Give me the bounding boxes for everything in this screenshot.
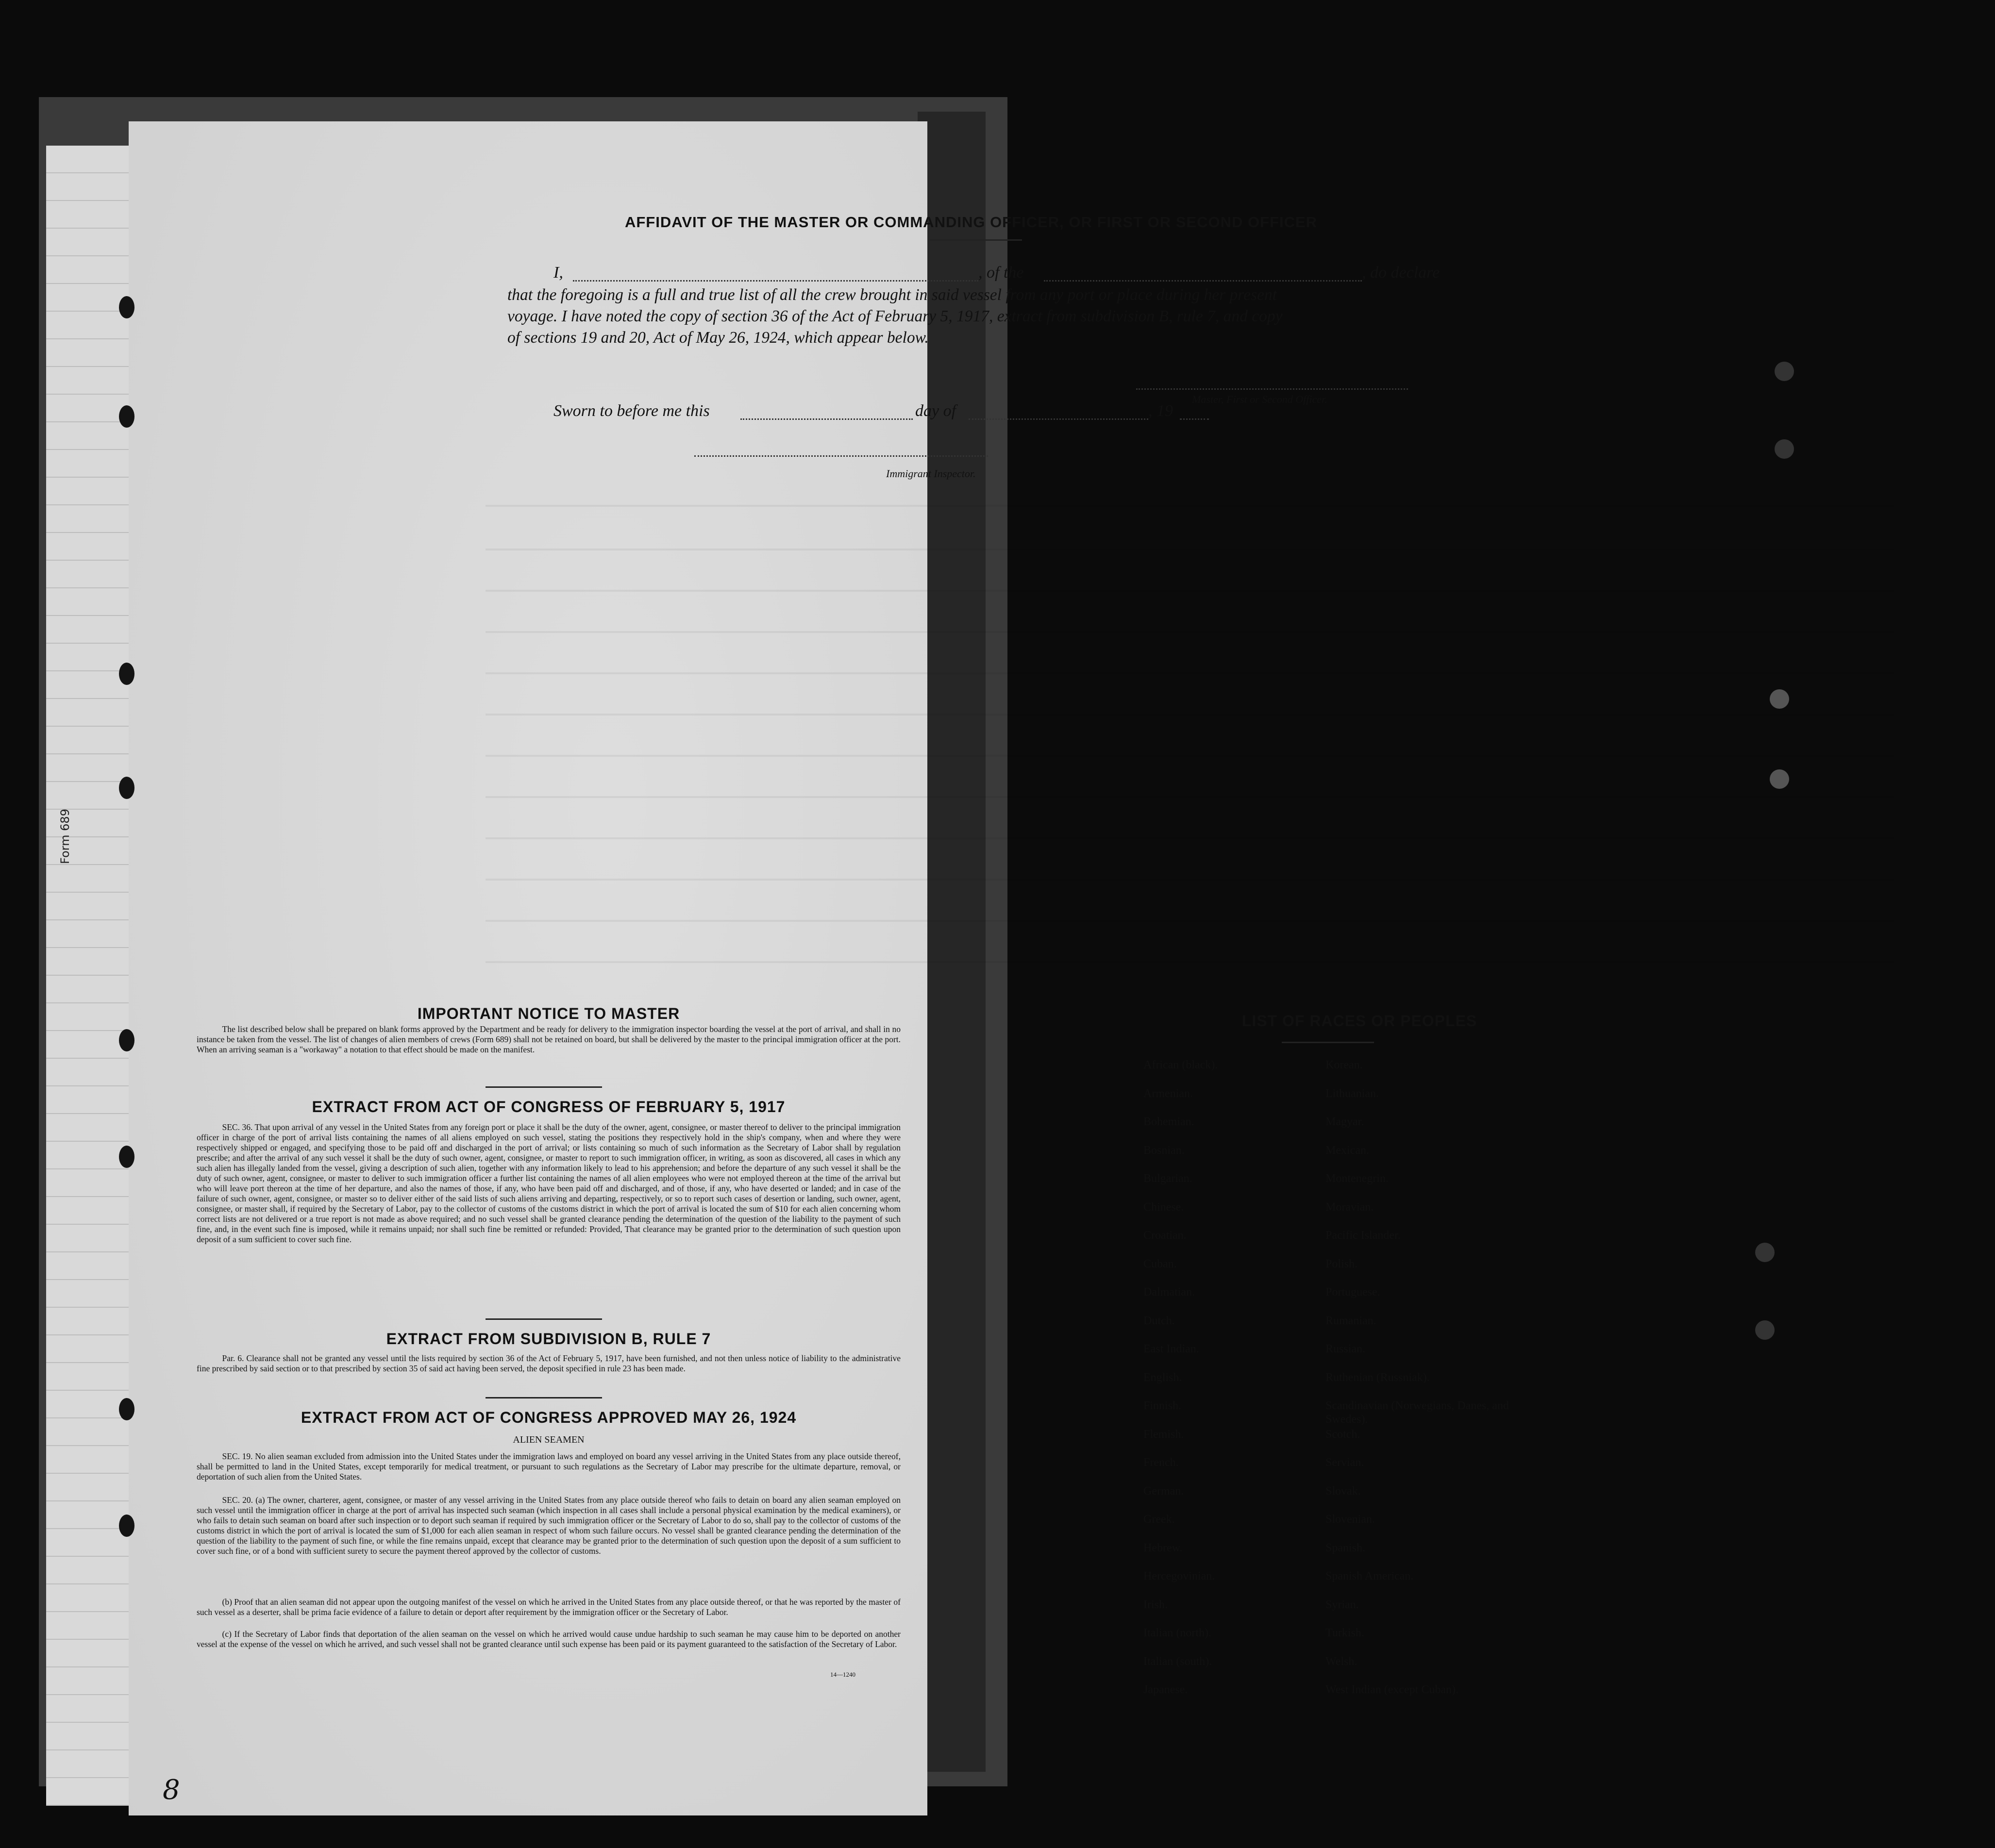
race-list-item: Spanish.: [1325, 1541, 1366, 1554]
section-rule: [486, 1318, 602, 1320]
bleed-through-row: [486, 755, 1894, 757]
race-list-item: Rumanian.: [1325, 1314, 1376, 1327]
form-code: 14—1240: [830, 1671, 855, 1678]
race-list-item: Scandinavian (Norwegians, Danes, and Swedes).: [1325, 1399, 1509, 1426]
race-list-item: Welsh.: [1325, 1655, 1358, 1668]
race-list-item: Bulgarian.: [1143, 1172, 1192, 1185]
section-rule: [486, 1397, 602, 1398]
race-list-item: Hercegovinian.: [1143, 1570, 1215, 1582]
race-list-item: Finnish.: [1143, 1399, 1182, 1412]
punch-hole: [1770, 689, 1789, 709]
race-list-item: Montenegrin.: [1325, 1172, 1389, 1185]
race-list-item: Moravian.: [1325, 1200, 1374, 1214]
section-rule: [486, 1086, 602, 1088]
race-list-item: English.: [1143, 1371, 1182, 1384]
master-name-blank[interactable]: [573, 280, 978, 282]
race-list-item: Greek.: [1143, 1513, 1175, 1526]
vessel-name-blank[interactable]: [1044, 280, 1362, 282]
races-left-column: [1143, 1058, 1304, 1712]
sec20b-text: (b) Proof that an alien seaman did not appear upon the outgoing manifest of the vessel on which he arrived in the United States from any place outside thereof, or that he was reported by the master of such vessel as a deserter, shall be prima facie evidence of a failure to detain or deport after requirement by the immigration officer or the Secretary of Labor.: [197, 1597, 901, 1617]
race-list-item: Dalmatian.: [1143, 1286, 1195, 1299]
race-list-item: Ruthenian (Russniak).: [1325, 1371, 1430, 1384]
punch-hole: [1775, 362, 1794, 381]
bleed-through-row: [486, 796, 1894, 798]
punch-hole: [1775, 439, 1794, 459]
sworn-day-blank[interactable]: [740, 418, 913, 420]
bleed-through-row: [486, 879, 1894, 881]
form-number-label: Form 689: [58, 809, 72, 864]
affidavit-of-the-label: , of the: [978, 264, 1024, 282]
extract-rule7-text: Par. 6. Clearance shall not be granted any vessel until the lists required by section 36 of the Act of February 5, 1917, have been furnished, and not then unless notice of liability to the administrative fine prescribed by said section or to that prescribed by section 35 of said act having been served, the deposit specified in rule 23 has been made.: [197, 1353, 901, 1373]
race-list-item: Bosnian.: [1143, 1144, 1185, 1157]
race-list-item: West Indian (except Cuban).: [1325, 1683, 1459, 1696]
punch-hole: [119, 663, 134, 685]
master-signature-label: Master, First or Second Officer.: [1192, 393, 1327, 405]
punch-hole: [119, 777, 134, 799]
race-list-item: Italian (north).: [1143, 1627, 1211, 1639]
affidavit-body-line: of sections 19 and 20, Act of May 26, 1924, which appear below.: [507, 329, 929, 347]
races-title-rule: [1282, 1042, 1374, 1043]
bleed-through-row: [486, 505, 1894, 507]
punch-hole: [1755, 1320, 1775, 1340]
bleed-through-row: [486, 631, 1894, 633]
race-list-item: Slovenian.: [1325, 1513, 1375, 1526]
punch-hole: [119, 1398, 134, 1420]
affidavit-body-line: that the foregoing is a full and true list of all the crew brought in said vessel from any port or place during her present: [507, 286, 1277, 304]
sworn-month-blank[interactable]: [969, 418, 1148, 420]
race-list-item: Korean.: [1325, 1059, 1363, 1071]
races-title: LIST OF RACES OR PEOPLES: [1241, 1012, 1477, 1030]
race-list-item: Hebrew.: [1143, 1541, 1183, 1554]
race-list-item: Irish.: [1143, 1598, 1168, 1611]
inspector-signature-blank[interactable]: [694, 455, 988, 457]
extract-1917-title: EXTRACT FROM ACT OF CONGRESS OF FEBRUARY 5, 1917: [312, 1098, 786, 1115]
master-signature-blank[interactable]: [1136, 388, 1408, 390]
punch-hole: [119, 1029, 134, 1051]
notice-title: IMPORTANT NOTICE TO MASTER: [417, 1005, 680, 1022]
affidavit-i-label: I,: [553, 264, 563, 282]
alien-seamen-subtitle: ALIEN SEAMEN: [513, 1434, 585, 1445]
race-list-item: Portuguese.: [1325, 1286, 1380, 1299]
race-list-item: Bohemian.: [1143, 1115, 1194, 1128]
races-right-column: [1325, 1058, 1520, 1712]
punch-hole: [119, 296, 134, 318]
punch-hole: [119, 1146, 134, 1168]
year-label: , 19: [1148, 402, 1173, 420]
race-list-item: Mexican.: [1325, 1144, 1369, 1157]
punch-hole: [1755, 1243, 1775, 1262]
sworn-label: Sworn to before me this: [553, 402, 710, 420]
sec19-text: SEC. 19. No alien seaman excluded from admission into the United States under the immigration laws and employed on board any vessel arriving in the United States from any place outside thereof, shall be permitted to land in the United States, except temporarily for medical treatment, or pursuant to such regulations as the Secretary of Labor may prescribe for the ultimate departure, removal, or deportation of such alien from the United States.: [197, 1451, 901, 1482]
race-list-item: Polish.: [1325, 1257, 1358, 1270]
sec20a-text: SEC. 20. (a) The owner, charterer, agent, consignee, or master of any vessel arriving in the United States from any place outside thereof who fails to detain on board any alien seaman employed on such vessel until the immigration officer in charge at the port of arrival has inspected such seaman (which inspection in all cases shall include a personal physical examination by the medical examiners), or who fails to detain such seaman on board after such inspection or to deport such seaman if required by such immigration officer or the Secretary of Labor to do so, shall pay to the collector of customs of the customs district in which the port of arrival is located the sum of $1,000 for each alien seaman in respect of whom such failure occurs. No vessel shall be granted clearance pending the determination of the question of the liability to the payment of such fine, or while the fine remains unpaid, except that clearance may be granted prior to the determination of such question upon the deposit of a sum sufficient to cover such fine, or of a bond with sufficient surety to secure the payment thereof approved by the collector of customs.: [197, 1495, 901, 1556]
notice-text: The list described below shall be prepared on blank forms approved by the Department and be ready for delivery to the immigration inspector boarding the vessel at the port of arrival, and shall in no instance be taken from the vessel. The list of changes of alien members of crews (Form 689) shall not be retained on board, but shall be delivered by the master to the principal immigration officer at the port. When an arriving seaman is a "workaway" a notation to that effect should be made on the manifest.: [197, 1024, 901, 1054]
bleed-through-row: [486, 549, 1894, 550]
race-list-item: Flemish.: [1143, 1428, 1184, 1441]
punch-hole: [119, 405, 134, 428]
race-list-item: Syrian.: [1325, 1598, 1359, 1611]
bleed-through-row: [486, 590, 1894, 592]
race-list-item: Turkish.: [1325, 1627, 1364, 1639]
handwritten-mark: 8: [163, 1774, 180, 1806]
race-list-item: German.: [1143, 1484, 1184, 1498]
race-list-item: French.: [1143, 1456, 1179, 1469]
race-list-item: Japanese.: [1143, 1683, 1188, 1696]
race-list-item: African (black).: [1143, 1059, 1218, 1071]
affidavit-declare-label: , do declare: [1362, 264, 1440, 282]
extract-1917-text: SEC. 36. That upon arrival of any vessel in the United States from any foreign port or place it shall be the duty of the owner, agent, consignee, or master thereof to deliver to the principal immigration officer in charge of the port of arrival lists containing the names of all aliens employed on such vessel, stating the positions they respectively hold in the ship's company, when and where they were respectively shipped or engaged, and specifying those to be paid off and discharged in the port of arrival; or lists containing so much of such information as the Secretary of Labor shall by regulation prescribe; and after the arrival of any such vessel it shall be the duty of such owner, agent, consignee, or master to report to such immigration officer, in writing, as soon as discovered, all cases in which any such alien has illegally landed from the vessel, giving a description of such alien, together with any information likely to lead to his apprehension; and before the departure of any such vessel it shall be the duty of such owner, agent, consignee, or master to deliver to such immigration officer a further list containing the names of all alien employees who were not employed thereon at the time of the arrival but who will leave port thereon at the time of her departure, and also the names of those, if any, who have been paid off and discharged, and of those, if any, who have deserted or landed; and in case of the failure of such owner, agent, consignee, or master so to deliver either of the said lists of such aliens arriving and departing, respectively, or so to report such cases of desertion or landing, such owner, agent, consignee, or master shall, if required by the Secretary of Labor, pay to the collector of customs of the customs district in which the port of arrival is located the sum of $10 for each alien concerning whom correct lists are not delivered or a true report is not made as above required; and no such vessel shall be granted clearance pending the determination of the question of the liability to the payment of such fine, and, in the event such fine is imposed, while it remains unpaid; nor shall such fine be remitted or refunded: Provided, That clearance may be granted prior to the determination of such question upon deposit of a sum sufficient to cover such fine.: [197, 1122, 901, 1244]
day-of-label: day of: [915, 402, 956, 420]
race-list-item: Lithuanian.: [1325, 1087, 1379, 1100]
race-list-item: Spanish American.: [1325, 1570, 1414, 1582]
affidavit-title: AFFIDAVIT OF THE MASTER OR COMMANDING OFFICER, OR FIRST OR SECOND OFFICER: [624, 214, 1318, 231]
title-rule: [930, 239, 1022, 241]
bleed-through-row: [486, 672, 1894, 674]
race-list-item: Italian (south).: [1143, 1655, 1212, 1668]
race-list-item: Dutch.: [1143, 1314, 1175, 1327]
extract-rule7-title: EXTRACT FROM SUBDIVISION B, RULE 7: [386, 1330, 711, 1348]
race-list-item: Pacific Islander.: [1325, 1229, 1401, 1242]
race-list-item: Cuban.: [1143, 1257, 1177, 1270]
race-list-item: Servian.: [1325, 1456, 1364, 1469]
race-list-item: Magyar.: [1325, 1115, 1364, 1128]
affidavit-body-line: voyage. I have noted the copy of section 36 of the Act of February 5, 1917, extract from subdivision B, rule 7, and copy: [507, 307, 1283, 325]
race-list-item: Slovak.: [1325, 1484, 1361, 1498]
bleed-through-row: [486, 714, 1894, 716]
punch-hole: [1770, 769, 1789, 789]
race-list-item: Croatian.: [1143, 1229, 1187, 1242]
underlying-sheet-edge: [918, 112, 986, 1772]
bleed-through-row: [486, 961, 1894, 963]
inspector-label: Immigrant Inspector.: [886, 467, 976, 480]
race-list-item: Chinese.: [1143, 1200, 1184, 1214]
bleed-through-row: [486, 920, 1894, 922]
punch-hole: [119, 1515, 134, 1537]
race-list-item: Armenian.: [1143, 1087, 1193, 1100]
extract-1924-title: EXTRACT FROM ACT OF CONGRESS APPROVED MAY 26, 1924: [301, 1409, 797, 1426]
document-page: [129, 121, 927, 1815]
sworn-year-blank[interactable]: [1180, 418, 1209, 420]
sec20c-text: (c) If the Secretary of Labor finds that deportation of the alien seaman on the vessel on which he arrived would cause undue hardship to such seaman he may cause him to be deported on another vessel at the expense of the vessel on which he arrived, and such vessel shall not be granted clearance until such expense has been paid or its payment guaranteed to the satisfaction of the Secretary of Labor.: [197, 1629, 901, 1649]
race-list-item: Scotch.: [1325, 1428, 1360, 1441]
race-list-item: Russian.: [1325, 1343, 1366, 1355]
bleed-through-row: [486, 837, 1894, 839]
race-list-item: East Indian.: [1143, 1343, 1199, 1355]
